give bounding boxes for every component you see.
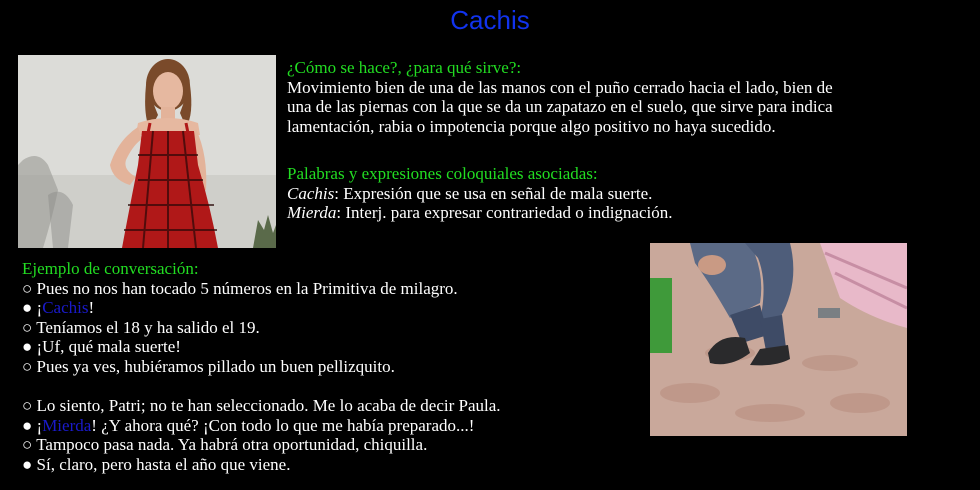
dialog-line: ● Sí, claro, pero hasta el año que viene. xyxy=(22,454,291,474)
dialog-line: ● ¡Uf, qué mala suerte! xyxy=(22,337,181,356)
phrase-term: Cachis xyxy=(287,183,335,203)
dialog-suffix: ! xyxy=(88,298,95,317)
dialog-keyword: Mierda xyxy=(42,415,92,435)
dialog-prefix: ● ¡ xyxy=(22,298,43,317)
dialog-prefix: ● ¡ xyxy=(22,415,43,435)
example-section xyxy=(22,259,501,474)
stomp-illustration xyxy=(650,243,907,436)
how-line: una de las piernas con la que se da un zapatazo en el suelo, que sirve para indica xyxy=(287,97,833,116)
phrases-heading: Palabras y expresiones coloquiales asociadas: xyxy=(287,164,598,183)
dialog-line: ○ Pues no nos han tocado 5 números en la Primitiva de milagro. xyxy=(22,278,458,298)
gesture-photo-woman xyxy=(18,55,276,248)
dialog-line: ○ Pues ya ves, hubiéramos pillado un buen pellizquito. xyxy=(22,356,395,376)
phrase-definition: : Expresión que se usa en señal de mala suerte. xyxy=(334,183,653,203)
gesture-photo-stomp xyxy=(650,243,907,436)
example-heading: Ejemplo de conversación: xyxy=(22,259,199,278)
woman-illustration xyxy=(18,55,276,248)
how-section xyxy=(287,58,833,136)
dialog-suffix: ! ¿Y ahora qué? ¡Con todo lo que me había preparado...! xyxy=(91,415,475,435)
dialog-line xyxy=(22,298,501,318)
dialog-spacer xyxy=(22,376,501,396)
phrase-term: Mierda xyxy=(287,203,337,222)
phrase-definition: : Interj. para expresar contrariedad o indignación. xyxy=(336,203,673,222)
phrase-item xyxy=(287,184,673,204)
dialog-line: ○ Tampoco pasa nada. Ya habrá otra oportunidad, chiquilla. xyxy=(22,435,428,454)
phrase-item xyxy=(287,203,673,223)
phrases-section xyxy=(287,164,673,223)
dialog-keyword: Cachis xyxy=(42,298,89,317)
dialog-line: ○ Teníamos el 18 y ha salido el 19. xyxy=(22,317,260,337)
page-title: Cachis xyxy=(450,5,530,35)
how-line: lamentación, rabia o impotencia porque algo positivo no haya sucedido. xyxy=(287,116,776,136)
dialog-line: ○ Lo siento, Patri; no te han seleccionado. Me lo acaba de decir Paula. xyxy=(22,396,501,415)
how-line: Movimiento bien de una de las manos con el puño cerrado hacia el lado, bien de xyxy=(287,77,833,97)
dialog-line xyxy=(22,416,501,436)
how-heading: ¿Cómo se hace?, ¿para qué sirve?: xyxy=(287,58,522,77)
